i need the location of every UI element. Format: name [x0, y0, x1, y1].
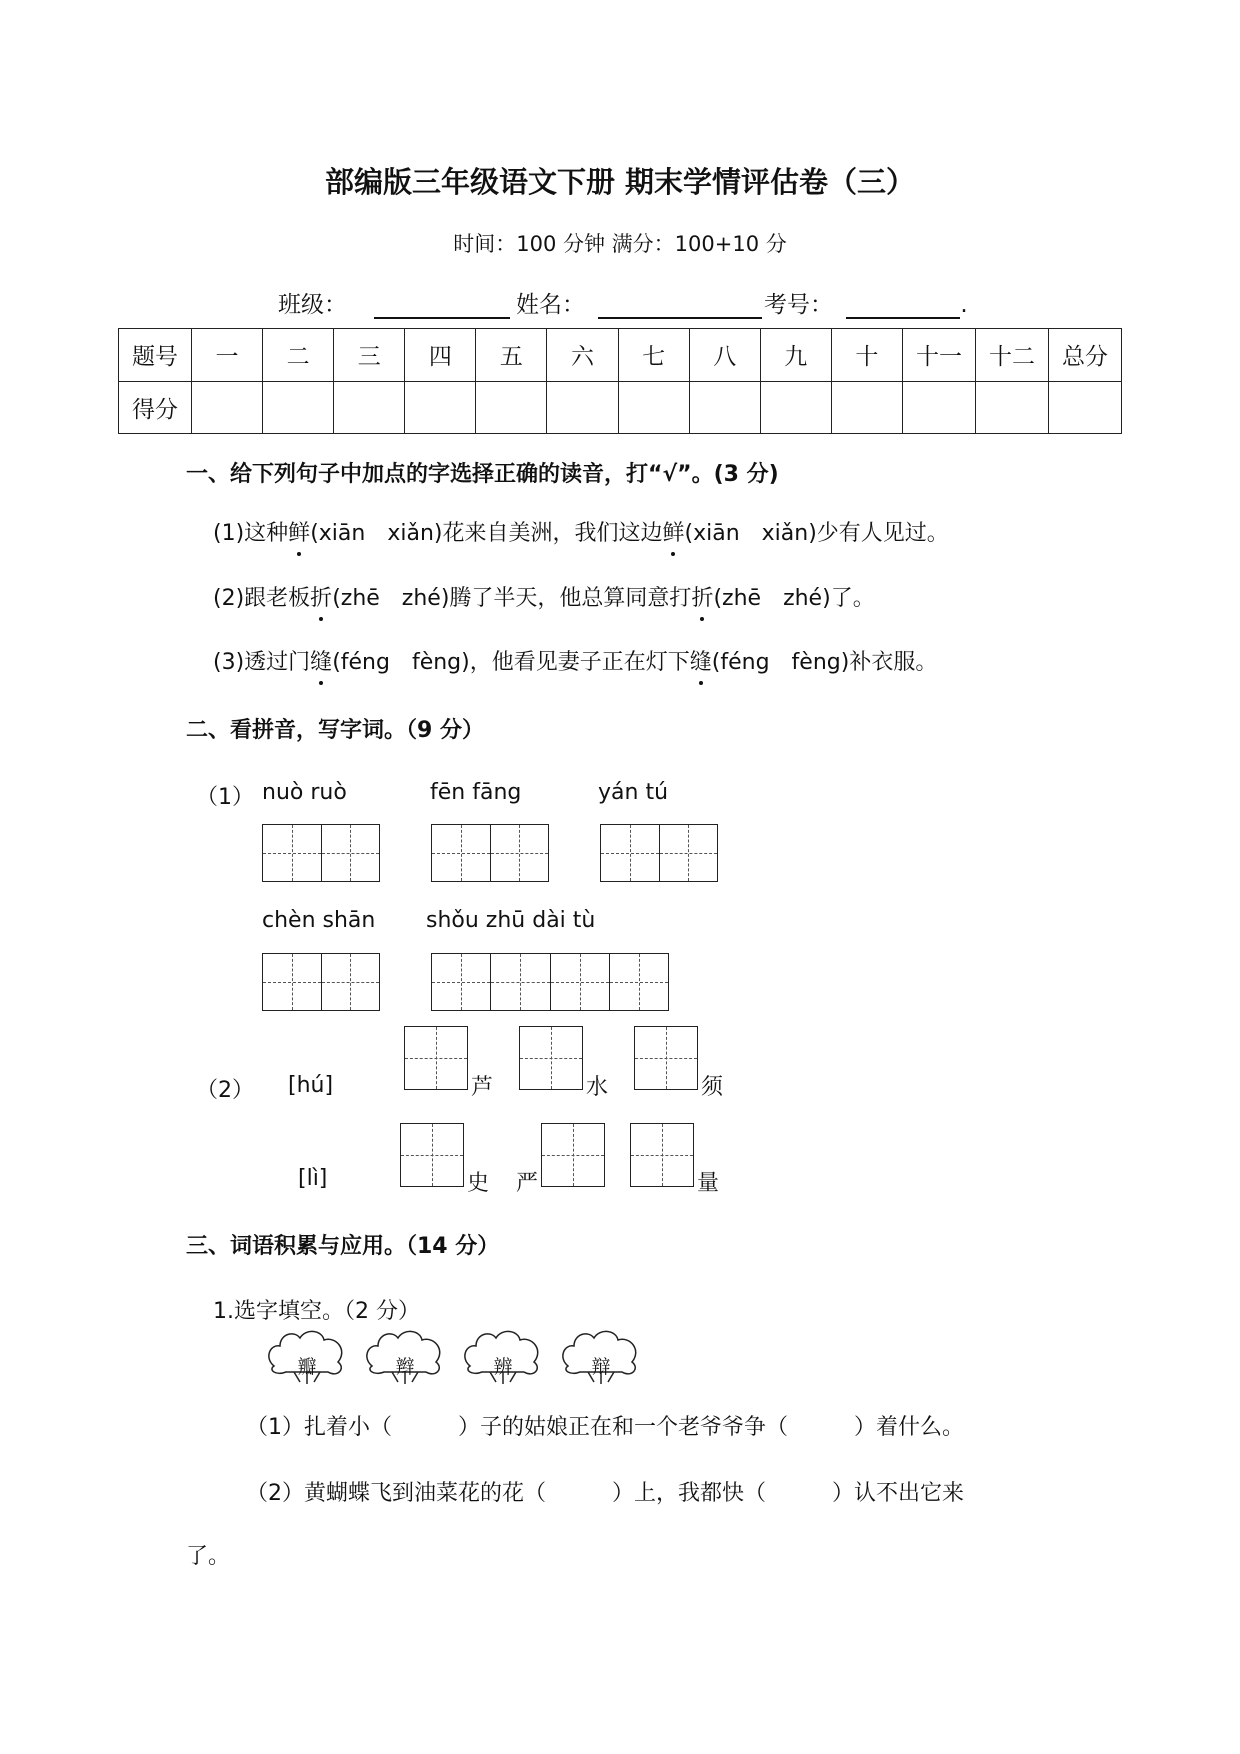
score-cell[interactable]: [334, 381, 405, 434]
pinyin-choice[interactable]: (xiān xiǎn): [684, 521, 817, 546]
score-table-header-row: [119, 329, 1122, 382]
pinyin-label: chèn shān: [262, 908, 376, 933]
fill-sentence-2[interactable]: （2）黄蝴蝶飞到油菜花的花（ ）上，我都快（ ）认不出它来: [246, 1481, 964, 1506]
end-mark: .: [960, 292, 968, 318]
column-header: 十一: [903, 329, 976, 382]
class-label: 班级：: [278, 292, 347, 318]
section1-question-1: [213, 516, 949, 547]
pinyin-choice[interactable]: (zhē zhé): [713, 586, 831, 611]
writing-grid[interactable]: [262, 824, 380, 882]
class-field[interactable]: [278, 286, 510, 319]
given-char: 水: [586, 1075, 609, 1100]
column-header: 四: [405, 329, 476, 382]
score-cell[interactable]: [1049, 381, 1122, 434]
char-box[interactable]: [519, 1026, 583, 1090]
dotted-char: 缝: [310, 645, 332, 676]
given-char: 严: [516, 1171, 539, 1196]
column-header: 三: [334, 329, 405, 382]
pinyin-choice[interactable]: (féng fèng): [332, 650, 470, 675]
writing-grid[interactable]: [431, 953, 669, 1011]
column-header: 十二: [976, 329, 1049, 382]
char-box[interactable]: [634, 1026, 698, 1090]
exam-no-label: 考号：: [764, 292, 833, 318]
char-box[interactable]: [630, 1123, 694, 1187]
pinyin-choice[interactable]: (féng fèng): [711, 650, 850, 675]
given-char: 史: [467, 1171, 490, 1196]
score-cell[interactable]: [831, 381, 902, 434]
column-header: 总分: [1049, 329, 1122, 382]
dotted-char: 缝: [690, 645, 712, 676]
pinyin-label: nuò ruò: [262, 780, 347, 805]
flower-char: 辩: [591, 1356, 611, 1378]
name-label: 姓名：: [516, 292, 585, 318]
column-header: 五: [476, 329, 547, 382]
part2-label: （2）: [196, 1078, 254, 1103]
dotted-char: 鲜: [288, 516, 310, 547]
char-box[interactable]: [404, 1026, 468, 1090]
char-box[interactable]: [400, 1123, 464, 1187]
li-pinyin: [lì]: [298, 1166, 328, 1191]
question-text: 腾了半天，他总算同意打: [449, 586, 692, 611]
pinyin-label: fēn fāng: [430, 780, 522, 805]
score-cell[interactable]: [903, 381, 976, 434]
dotted-char: 鲜: [662, 516, 684, 547]
section3-subtitle: 1.选字填空。（2 分）: [213, 1299, 420, 1324]
pinyin-choice[interactable]: (zhē zhé): [332, 586, 450, 611]
score-cell[interactable]: [760, 381, 831, 434]
exam-no-blank[interactable]: [846, 317, 960, 319]
question-prefix: (3)透过门: [213, 650, 311, 675]
header-label-cell: 题号: [119, 329, 192, 382]
flower-option: [460, 1322, 546, 1388]
score-label-cell: 得分: [119, 381, 192, 434]
dotted-char: 折: [691, 581, 713, 612]
score-cell[interactable]: [976, 381, 1049, 434]
given-char: 芦: [471, 1075, 494, 1100]
score-cell[interactable]: [547, 381, 618, 434]
question-text: 了。: [830, 586, 875, 611]
pinyin-label: shǒu zhū dài tù: [426, 908, 596, 933]
column-header: 六: [547, 329, 618, 382]
section1-question-2: [213, 581, 875, 612]
column-header: 一: [192, 329, 263, 382]
pinyin-label: yán tú: [598, 780, 669, 805]
exam-time-info: 时间：100 分钟 满分：100+10 分: [453, 232, 787, 256]
score-cell[interactable]: [618, 381, 689, 434]
given-char: 量: [697, 1171, 720, 1196]
column-header: 十: [831, 329, 902, 382]
hu-pinyin: [hú]: [288, 1073, 334, 1098]
question-prefix: (2)跟老板: [213, 586, 311, 611]
writing-grid[interactable]: [431, 824, 549, 882]
exam-no-field[interactable]: [764, 286, 968, 319]
question-text: 补衣服。: [849, 650, 938, 675]
given-char: 须: [701, 1075, 724, 1100]
dotted-char: 折: [310, 581, 332, 612]
page-title: 部编版三年级语文下册 期末学情评估卷（三）: [324, 165, 916, 199]
question-text: ，他看见妻子正在灯下: [469, 650, 690, 675]
score-cell[interactable]: [689, 381, 760, 434]
class-blank[interactable]: [374, 317, 510, 319]
question-prefix: (1)这种: [213, 521, 289, 546]
score-cell[interactable]: [192, 381, 263, 434]
writing-grid[interactable]: [600, 824, 718, 882]
flower-option: [264, 1322, 350, 1388]
column-header: 七: [618, 329, 689, 382]
fill-sentence-1[interactable]: （1）扎着小（ ）子的姑娘正在和一个老爷爷争（ ）着什么。: [246, 1415, 964, 1440]
flower-char: 瓣: [297, 1356, 317, 1378]
question-text: 少有人见过。: [816, 521, 949, 546]
char-box[interactable]: [541, 1123, 605, 1187]
fill-sentence-2-continued: 了。: [186, 1544, 231, 1569]
name-field[interactable]: [516, 286, 762, 319]
score-cell[interactable]: [263, 381, 334, 434]
score-table-score-row: [119, 381, 1122, 434]
column-header: 九: [760, 329, 831, 382]
flower-option: [558, 1322, 644, 1388]
pinyin-choice[interactable]: (xiān xiǎn): [310, 521, 443, 546]
section3-title: 三、词语积累与应用。（14 分）: [186, 1234, 500, 1259]
flower-option: [362, 1322, 448, 1388]
score-cell[interactable]: [405, 381, 476, 434]
column-header: 二: [263, 329, 334, 382]
column-header: 八: [689, 329, 760, 382]
writing-grid[interactable]: [262, 953, 380, 1011]
part1-label: （1）: [196, 785, 254, 810]
flower-char: 辨: [493, 1356, 513, 1378]
section1-title: 一、给下列句子中加点的字选择正确的读音，打“√”。(3 分): [186, 462, 779, 487]
flower-char: 辫: [395, 1356, 415, 1378]
section2-title: 二、看拼音，写字词。（9 分）: [186, 718, 484, 743]
name-blank[interactable]: [598, 317, 762, 319]
question-text: 花来自美洲，我们这边: [442, 521, 663, 546]
score-table: [118, 328, 1122, 434]
section1-question-3: [213, 645, 937, 676]
score-cell[interactable]: [476, 381, 547, 434]
